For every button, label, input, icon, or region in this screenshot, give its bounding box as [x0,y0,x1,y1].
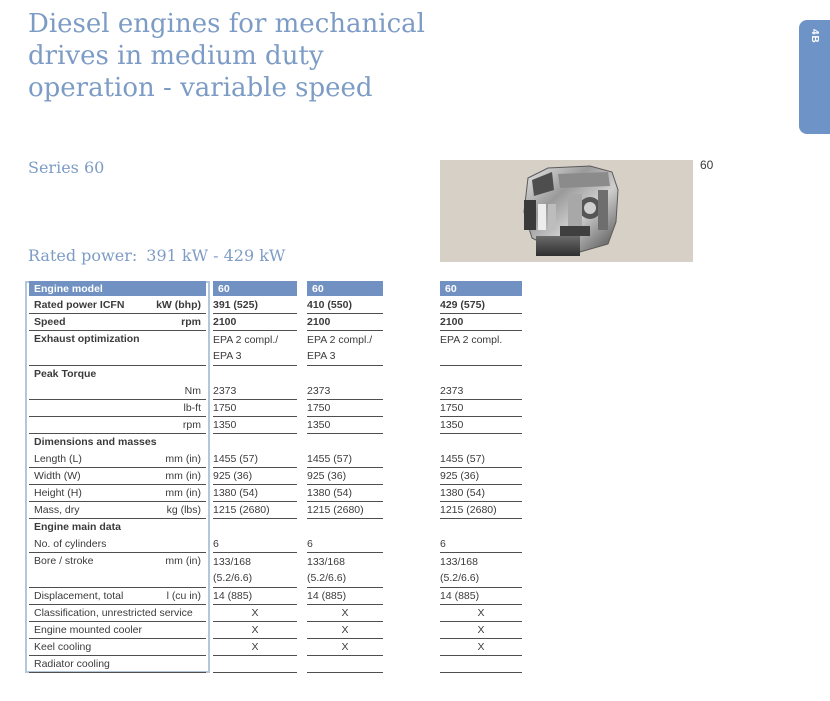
value-cell: 1455 (57) [440,451,522,468]
row-label: Speed [34,316,66,328]
spec-table-rows [25,297,525,673]
row-label-cell [29,297,206,314]
value-cell: 14 (885) [307,588,383,605]
row-label-cell [29,400,206,417]
row-label: Dimensions and masses [34,436,157,448]
value-cell: 1750 [440,400,522,417]
value-cell: 1750 [213,400,297,417]
table-row [25,366,525,383]
engine-model-col-1: 60 [213,281,297,296]
value-cell [307,656,383,673]
table-header-row [25,281,525,297]
row-label: Mass, dry [34,504,80,516]
row-label: Height (H) [34,487,82,499]
value-cell: 391 (525) [213,297,297,314]
row-label: Keel cooling [34,641,92,653]
table-row [25,468,525,485]
table-header-label: Engine model [29,281,206,296]
row-label: Engine mounted cooler [34,624,142,636]
value-cell: X [440,639,522,656]
value-cell: X [440,622,522,639]
row-label-cell [29,314,206,331]
table-row [25,485,525,502]
value-cell: 133/168 (5.2/6.6) [213,553,297,588]
row-label-cell [29,536,206,553]
value-cell: 14 (885) [213,588,297,605]
value-cell: 1215 (2680) [307,502,383,519]
row-label-cell [29,383,206,400]
row-label: No. of cylinders [34,538,107,550]
value-cell: 1350 [440,417,522,434]
row-label-cell [29,434,206,451]
row-label: Radiator cooling [34,658,110,670]
row-unit: mm (in) [165,453,201,465]
value-cell: 1380 (54) [440,485,522,502]
row-unit: lb-ft [183,402,201,414]
row-unit: rpm [181,316,201,328]
page-title-line-3: operation - variable speed [28,73,373,103]
value-cell: 2100 [440,314,522,331]
row-unit: l (cu in) [166,590,201,602]
table-row [25,639,525,656]
row-label: Length (L) [34,453,82,465]
value-cell: 133/168 (5.2/6.6) [307,553,383,588]
chapter-tab-4b[interactable] [799,20,830,134]
chapter-tab-label: 4B [809,29,820,44]
row-label-cell [29,331,206,366]
value-cell: EPA 2 compl. [440,331,522,366]
row-label: Exhaust optimization [34,333,140,345]
engine-model-col-3: 60 [440,281,522,296]
table-row [25,451,525,468]
table-row [25,314,525,331]
value-cell: 1215 (2680) [440,502,522,519]
row-label-cell [29,519,206,536]
engine-photo-caption: 60 [700,158,714,172]
row-unit: Nm [184,385,201,397]
page-title-line-2: drives in medium duty [28,41,324,71]
table-row [25,622,525,639]
value-cell: X [440,605,522,622]
value-cell: 2100 [213,314,297,331]
row-label-cell [29,605,206,622]
value-cell: 1455 (57) [307,451,383,468]
table-row [25,400,525,417]
value-cell: 14 (885) [440,588,522,605]
row-label-cell [29,485,206,502]
value-cell: X [213,605,297,622]
row-unit: mm (in) [165,470,201,482]
value-cell: 6 [307,536,383,553]
value-cell: 1750 [307,400,383,417]
row-label: Classification, unrestricted service [34,607,193,619]
table-row [25,434,525,451]
row-label: Engine main data [34,521,121,533]
table-row [25,536,525,553]
row-label-cell [29,588,206,605]
row-unit: kW (bhp) [156,299,201,311]
value-cell: X [213,622,297,639]
value-cell: 1215 (2680) [213,502,297,519]
row-label: Rated power ICFN [34,299,125,311]
value-cell: 1455 (57) [213,451,297,468]
page-title-line-1: Diesel engines for mechanical [28,9,425,39]
value-cell: 2373 [440,383,522,400]
row-unit: mm (in) [165,555,201,567]
row-label-cell [29,639,206,656]
rated-power-value: 391 kW - 429 kW [146,246,286,265]
value-cell: X [307,605,383,622]
row-unit: rpm [182,419,201,431]
engine-photo [440,160,693,262]
value-cell: X [307,622,383,639]
table-row [25,383,525,400]
row-label-cell [29,553,206,588]
rated-power-label: Rated power: [28,246,138,265]
value-cell: 133/168 (5.2/6.6) [440,553,522,588]
value-cell: 2373 [213,383,297,400]
row-label: Width (W) [34,470,81,482]
table-row [25,417,525,434]
value-cell: X [307,639,383,656]
value-cell: 6 [440,536,522,553]
value-cell: 925 (36) [213,468,297,485]
table-row [25,605,525,622]
value-cell: 6 [213,536,297,553]
table-row [25,297,525,314]
table-row [25,588,525,605]
spec-table [25,281,525,673]
row-label: Peak Torque [34,368,97,380]
page-title [28,8,428,104]
value-cell: EPA 2 compl./ EPA 3 [213,331,297,366]
value-cell: 2100 [307,314,383,331]
row-unit: kg (lbs) [166,504,201,516]
row-label-cell [29,451,206,468]
row-label-cell [29,468,206,485]
row-label: Bore / stroke [34,555,94,567]
value-cell: 1380 (54) [213,485,297,502]
row-label-cell [29,417,206,434]
table-row [25,331,525,366]
row-label-cell [29,656,206,673]
value-cell [213,656,297,673]
row-label-cell [29,622,206,639]
row-label-cell [29,366,206,383]
value-cell: X [213,639,297,656]
row-unit: mm (in) [165,487,201,499]
value-cell [440,656,522,673]
value-cell: 1380 (54) [307,485,383,502]
table-row [25,502,525,519]
value-cell: EPA 2 compl./ EPA 3 [307,331,383,366]
value-cell: 925 (36) [440,468,522,485]
value-cell: 1350 [213,417,297,434]
table-row [25,656,525,673]
engine-model-col-2: 60 [307,281,383,296]
value-cell: 925 (36) [307,468,383,485]
series-label: Series 60 [28,158,105,177]
value-cell: 429 (575) [440,297,522,314]
value-cell: 410 (550) [307,297,383,314]
row-label-cell [29,502,206,519]
table-row [25,519,525,536]
row-label: Displacement, total [34,590,124,602]
rated-power-line [28,246,285,265]
value-cell: 1350 [307,417,383,434]
value-cell: 2373 [307,383,383,400]
table-row [25,553,525,588]
